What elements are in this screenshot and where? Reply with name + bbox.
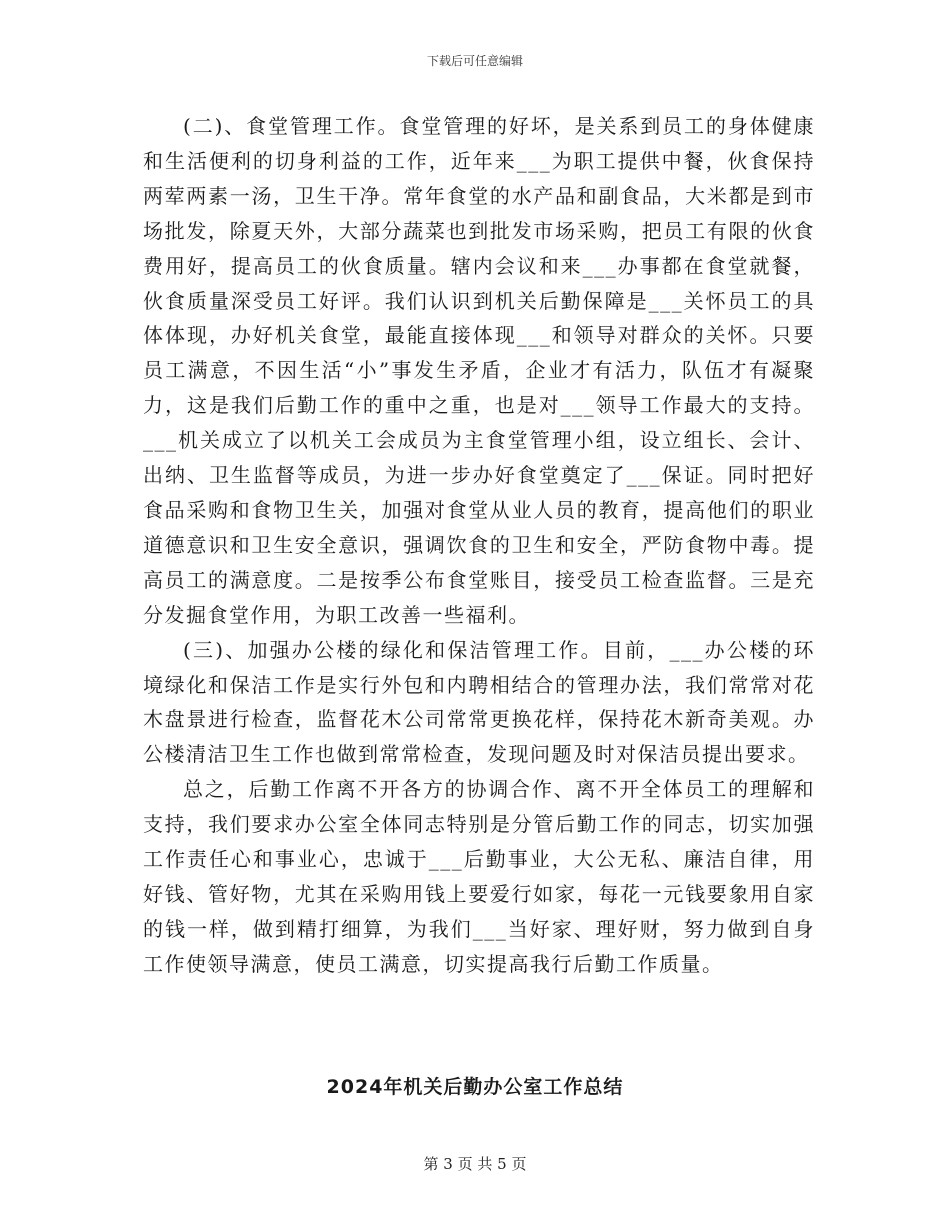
paragraph-canteen-management: (二)、食堂管理工作。食堂管理的好坏，是关系到员工的身体健康和生活便利的切身利益的工作，近年来___为职工提供中餐，伙食保持两荤两素一汤，卫生干净。常年食堂的水产品和副食品，大米都是到市场批发，除夏天外，大部分蔬菜也到批发市场采购，把员工有限的伙食费用好，提高员工的伙食质量。辖内会议和来___办事都在食堂就餐，伙食质量深受员工好评。我们认识到机关后勤保障是___关怀员工的具体体现，办好机关食堂，最能直接体现___和领导对群众的关怀。只要员工满意，不因生活“小”事发生矛盾，企业才有活力，队伍才有凝聚力，这是我们后勤工作的重中之重，也是对___领导工作最大的支持。___机关成立了以机关工会成员为主食堂管理小组，设立组长、会计、出纳、卫生监督等成员，为进一步办好食堂奠定了___保证。同时把好食品采购和食物卫生关，加强对食堂从业人员的教育，提高他们的职业道德意识和卫生安全意识，强调饮食的卫生和安全，严防食物中毒。提高员工的满意度。二是按季公布食堂账目，接受员工检查监督。三是充分发掘食堂作用，为职工改善一些福利。 [143, 114, 815, 627]
document-title: 2024年机关后勤办公室工作总结 [326, 1076, 624, 1098]
page-header: 下载后可任意编辑 [426, 54, 523, 68]
paragraph-office-greening: (三)、加强办公楼的绿化和保洁管理工作。目前，___办公楼的环境绿化和保洁工作是实行外包和内聘相结合的管理办法，我们常常对花木盘景进行检查，监督花木公司常常更换花样，保持花木新奇美观。办公楼清洁卫生工作也做到常常检查，发现问题及时对保洁员提出要求。 [143, 637, 815, 767]
paragraph-summary: 总之，后勤工作离不开各方的协调合作、离不开全体员工的理解和支持，我们要求办公室全体同志特别是分管后勤工作的同志，切实加强工作责任心和事业心，忠诚于___后勤事业，大公无私、廉洁自律，用好钱、管好物，尤其在采购用钱上要爱行如家，每花一元钱要象用自家的钱一样，做到精打细算，为我们___当好家、理好财，努力做到自身工作使领导满意，使员工满意，切实提高我行后勤工作质量。 [143, 777, 815, 976]
page-number: 第 3 页 共 5 页 [423, 1155, 527, 1173]
document-body [143, 109, 815, 982]
